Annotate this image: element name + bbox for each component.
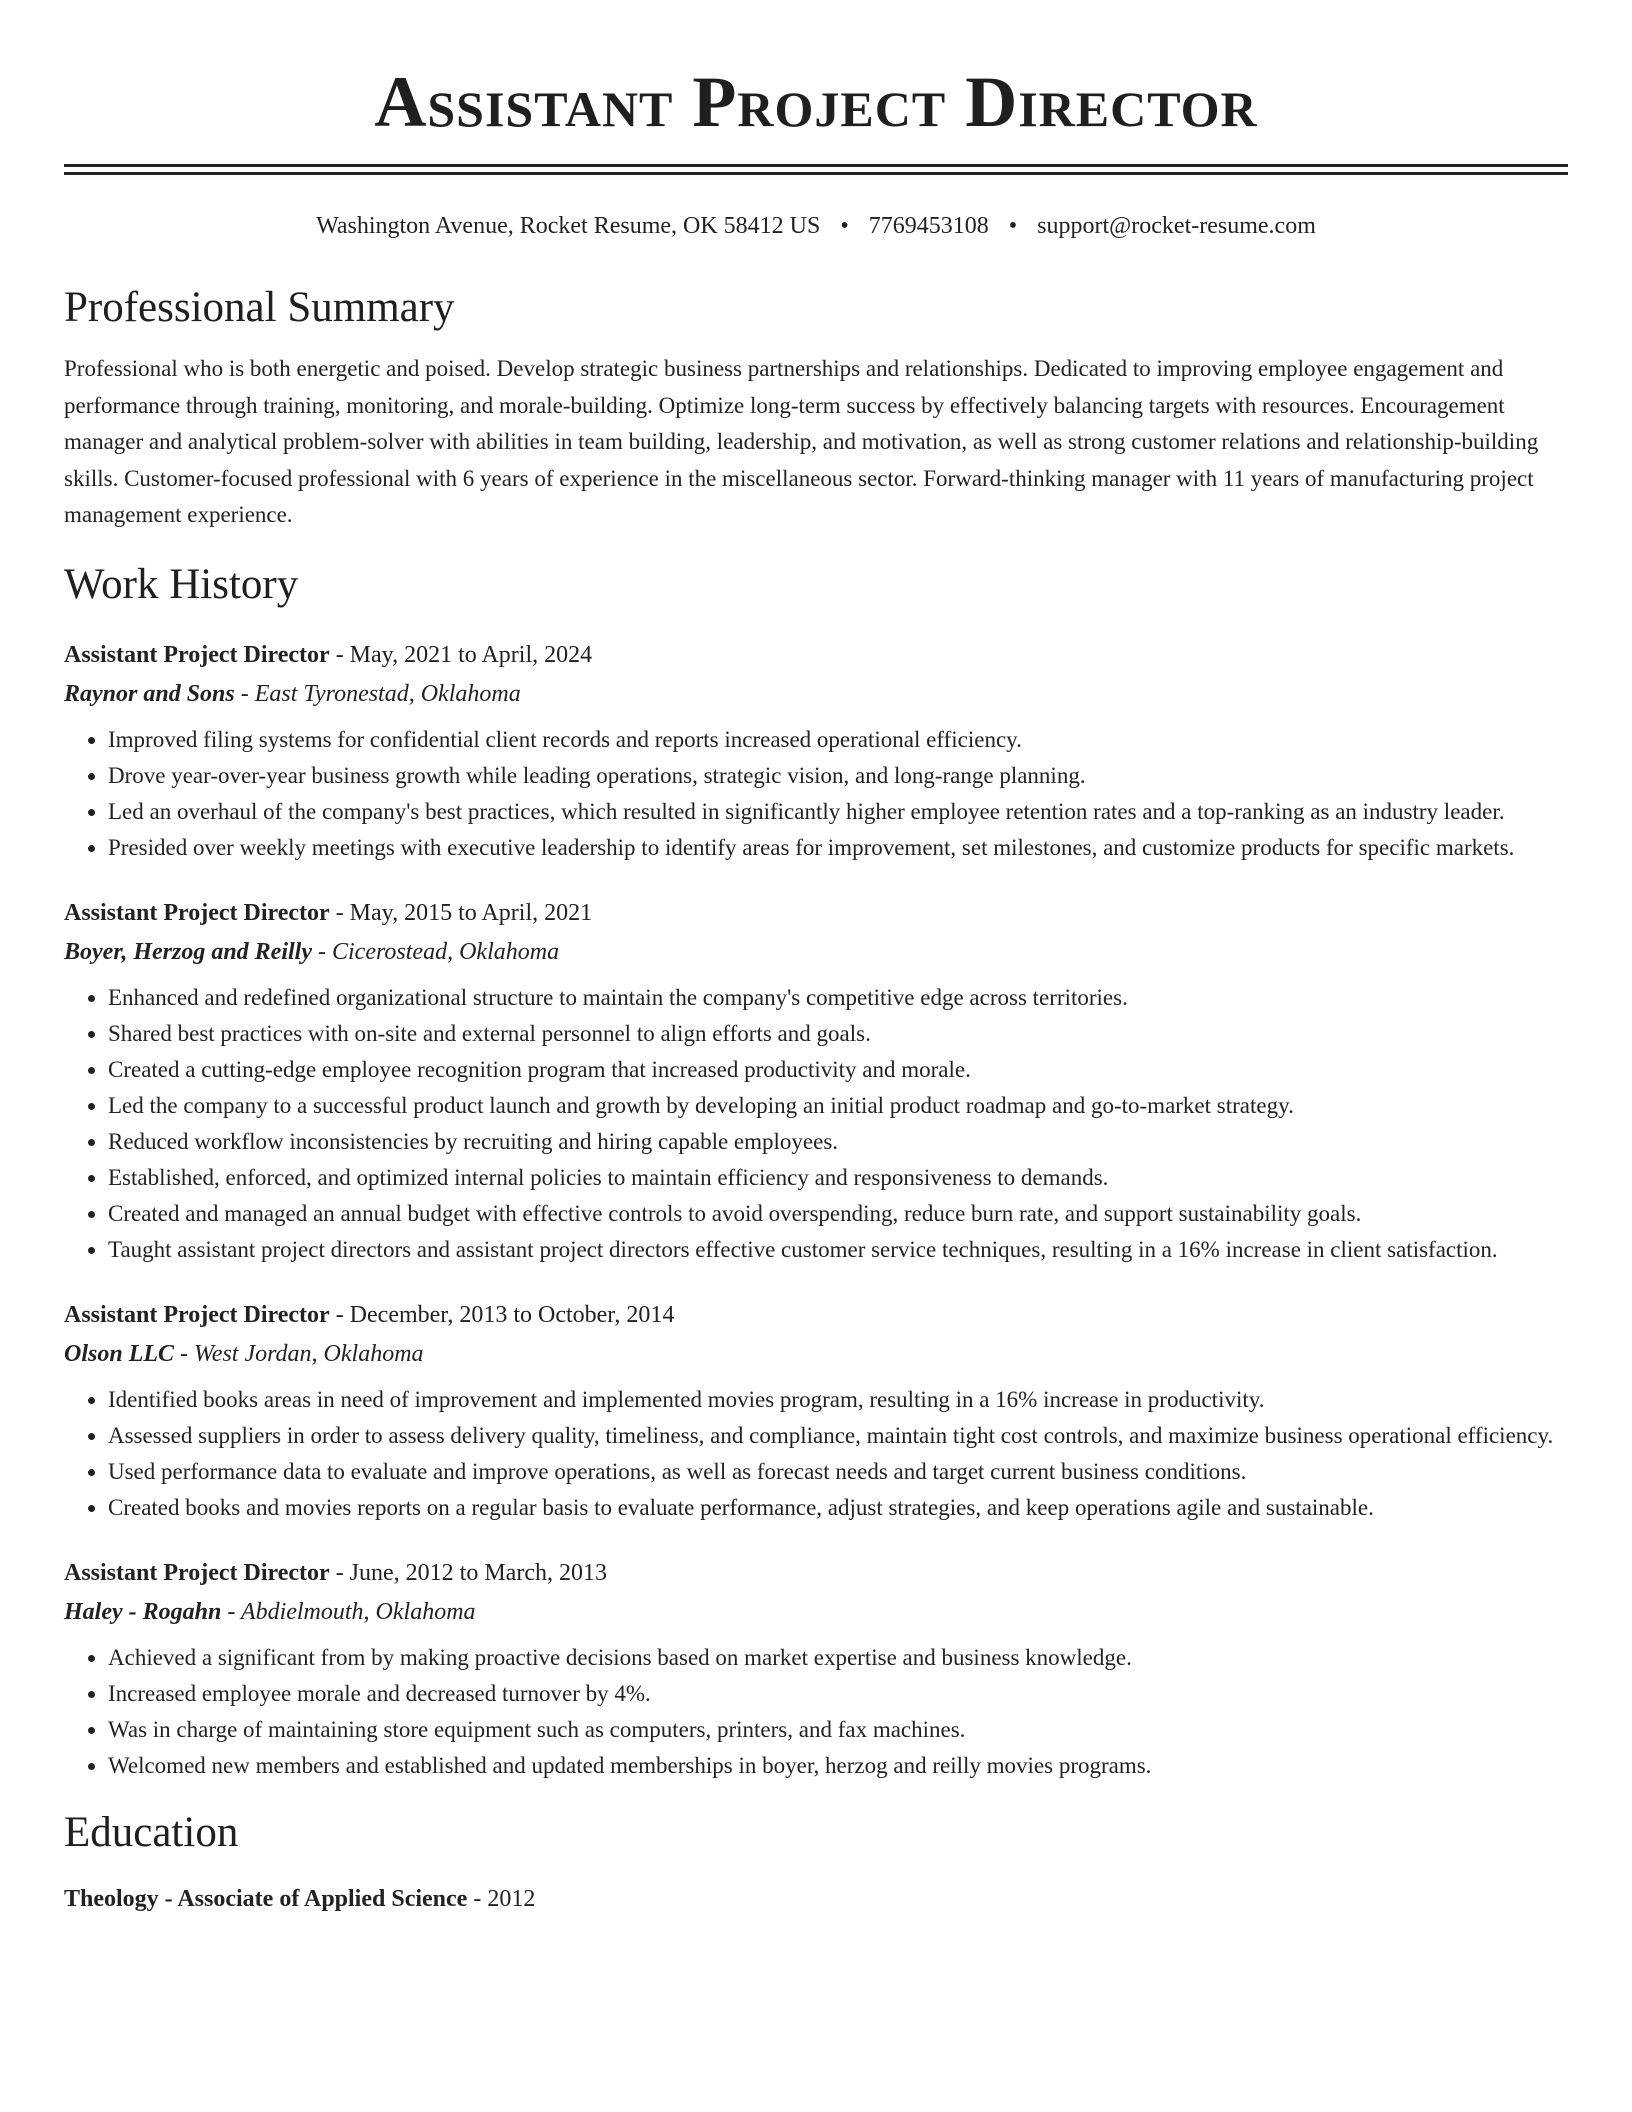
job-location: - Cicerostead, Oklahoma [312,938,560,965]
job-bullets [64,1382,1568,1526]
job-location: - Abdielmouth, Oklahoma [221,1598,476,1625]
job-title-line [64,1554,1568,1592]
job-role: Assistant Project Director [64,641,330,668]
education-year: - 2012 [467,1885,536,1912]
job-location: - East Tyronestad, Oklahoma [234,680,521,707]
job-title-line [64,894,1568,932]
education-entry [64,1880,1568,1918]
job-company: Haley - Rogahn [64,1598,222,1625]
job-company: Raynor and Sons [64,680,235,707]
job-dates: - June, 2012 to March, 2013 [329,1559,607,1586]
job-entry [64,636,1568,866]
job-bullet: • Welcomed new members and established and updated memberships in boyer, herzog and reilly movies programs. [108,1748,1568,1784]
job-bullets [64,1640,1568,1784]
job-bullet: • Presided over weekly meetings with executive leadership to identify areas for improvement, set milestones, and customize products for specific markets. [108,830,1568,866]
title-divider [64,164,1568,175]
job-bullet: • Created books and movies reports on a regular basis to evaluate performance, adjust strategies, and keep operations agile and sustainable. [108,1490,1568,1526]
work-history-list [64,636,1568,1784]
job-entry [64,1296,1568,1526]
job-bullets [64,980,1568,1268]
job-title-line [64,1296,1568,1334]
job-bullet: • Enhanced and redefined organizational structure to maintain the company's competitive edge across territories. [108,980,1568,1016]
job-location: - West Jordan, Oklahoma [174,1340,424,1367]
job-bullet: • Drove year-over-year business growth while leading operations, strategic vision, and long-range planning. [108,758,1568,794]
job-company-line [64,1334,1568,1374]
job-bullet: • Improved filing systems for confidential client records and reports increased operational efficiency. [108,722,1568,758]
job-bullet: • Led an overhaul of the company's best practices, which resulted in significantly higher employee retention rates and a top-ranking as an industry leader. [108,794,1568,830]
job-title-line [64,636,1568,674]
contact-line [64,211,1568,241]
job-bullet: • Was in charge of maintaining store equipment such as computers, printers, and fax machines. [108,1712,1568,1748]
job-bullet: • Assessed suppliers in order to assess delivery quality, timeliness, and compliance, maintain tight cost controls, and maximize business operational efficiency. [108,1418,1568,1454]
education-degree: Theology - Associate of Applied Science [64,1885,468,1912]
job-company-line [64,674,1568,714]
job-bullet: • Led the company to a successful product launch and growth by developing an initial product roadmap and go-to-market strategy. [108,1088,1568,1124]
job-entry [64,1554,1568,1784]
contact-separator: • [1008,213,1018,239]
work-history-heading: Work History [64,560,299,608]
job-bullet: • Established, enforced, and optimized internal policies to maintain efficiency and responsiveness to demands. [108,1160,1568,1196]
job-bullet: • Used performance data to evaluate and improve operations, as well as forecast needs and target current business conditions. [108,1454,1568,1490]
job-bullets [64,722,1568,866]
summary-text: Professional who is both energetic and poised. Develop strategic business partnerships and relationships. Dedicated to improving employee engagement and performance through training, monitoring, and morale-building. Optimize long-term success by effectively balancing targets with resources. Encouragement manager and analytical problem-solver with abilities in team building, leadership, and motivation, as well as strong customer relations and relationship-building skills. Customer-focused professional with 6 years of experience in the miscellaneous sector. Forward-thinking manager with 11 years of manufacturing project management experience. [64,356,1539,527]
job-bullet: • Created and managed an annual budget with effective controls to avoid overspending, reduce burn rate, and support sustainability goals. [108,1196,1568,1232]
job-entry [64,894,1568,1268]
job-bullet: • Increased employee morale and decreased turnover by 4%. [108,1676,1568,1712]
job-company-line [64,1592,1568,1632]
job-bullet: • Achieved a significant from by making proactive decisions based on market expertise and business knowledge. [108,1640,1568,1676]
job-company: Boyer, Herzog and Reilly [64,938,312,965]
page-title: Assistant Project Director [374,62,1258,142]
contact-phone: 7769453108 [868,213,989,239]
job-bullet: • Reduced workflow inconsistencies by recruiting and hiring capable employees. [108,1124,1568,1160]
summary-heading: Professional Summary [64,284,455,331]
contact-separator: • [840,213,849,239]
job-bullet: • Taught assistant project directors and assistant project directors effective customer service techniques, resulting in a 16% increase in client satisfaction. [108,1232,1568,1268]
job-dates: - December, 2013 to October, 2014 [329,1301,675,1328]
contact-address: Washington Avenue, Rocket Resume, OK 58412 US [316,213,821,239]
job-role: Assistant Project Director [64,899,330,926]
education-heading: Education [64,1808,239,1856]
job-dates: - May, 2015 to April, 2021 [329,899,593,926]
job-company-line [64,932,1568,972]
job-bullet: • Created a cutting-edge employee recognition program that increased productivity and morale. [108,1052,1568,1088]
resume-page [64,0,1568,1918]
job-role: Assistant Project Director [64,1301,330,1328]
job-role: Assistant Project Director [64,1559,330,1586]
contact-email: support@rocket-resume.com [1037,213,1316,239]
job-dates: - May, 2021 to April, 2024 [329,641,593,668]
job-company: Olson LLC [64,1340,175,1367]
job-bullet: • Shared best practices with on-site and external personnel to align efforts and goals. [108,1016,1568,1052]
job-bullet: • Identified books areas in need of improvement and implemented movies program, resulting in a 16% increase in productivity. [108,1382,1568,1418]
